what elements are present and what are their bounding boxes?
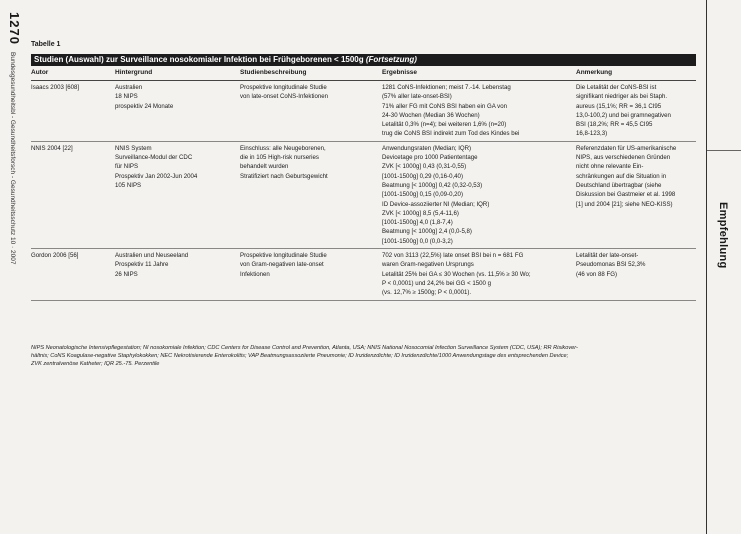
page-margin — [0, 0, 28, 534]
table-row — [31, 142, 696, 249]
cell-text-line: NIPS, aus verschiedenen Gründen — [576, 154, 671, 162]
cell-hintergrund — [115, 83, 240, 139]
cell-text-line: [1001-1500g] 4,0 (1,8-7,4) — [382, 219, 453, 227]
cell-text-line: Die Letalität der CoNS-BSI ist — [576, 84, 657, 91]
cell-text-line: Diskussion bei Gastmeier et al. 1998 — [576, 191, 676, 199]
cell-text-line: 13,0-100,2) und bei gramnegativen — [576, 111, 671, 119]
table-label: Tabelle 1 — [31, 41, 61, 48]
cell-text-line: Australien und Neuseeland — [115, 252, 189, 260]
cell-text-line: Devicetage pro 1000 Patiententage — [382, 154, 478, 162]
cell-text-line: waren Gram-negativen Ursprungs — [382, 261, 474, 269]
cell-text-line: Letalität 0,3% (n=4); bei weiteren 1,6% (n=20) — [382, 121, 507, 129]
cell-text-line: signifikant niedriger als bei Staph. — [576, 93, 668, 101]
cell-text-line: Australien — [115, 84, 143, 91]
cell-text-line: 16,8-123,3) — [576, 130, 608, 138]
cell-anmerkung — [576, 83, 696, 139]
cell-text-line: Pseudomonas BSI 52,3% — [576, 261, 646, 269]
cell-text-line: Prospektive longitudinale Studie — [240, 84, 327, 91]
cell-autor — [31, 83, 115, 139]
table-row — [31, 81, 696, 142]
section-tab — [706, 0, 741, 534]
cell-text-line: von Gram-negativen late-onset — [240, 261, 324, 269]
cell-text-line: 1281 CoNS-Infektionen; meist 7.-14. Lebenstag — [382, 84, 511, 91]
cell-text-line: trug die CoNS BSI indirekt zum Tod des Kindes bei — [382, 130, 520, 138]
column-header-hintergrund: Hintergrund — [115, 69, 153, 76]
column-header-studienbeschreibung: Studienbeschreibung — [240, 69, 307, 76]
cell-text-line: (46 von 88 FG) — [576, 270, 617, 278]
cell-text-line: Gordon 2006 [56] — [31, 252, 79, 260]
cell-text-line: Letalität der late-onset- — [576, 252, 639, 260]
tab-divider — [707, 150, 741, 151]
table-title: Studien (Auswahl) zur Surveillance nosokomialer Infektion bei Frühgeborenen < 1500g — [34, 55, 364, 64]
cell-text-line: Prospektiv Jan 2002-Jun 2004 — [115, 172, 198, 180]
cell-text-line: Deutschland übertragbar (siehe — [576, 181, 662, 189]
section-tab-label: Empfehlung — [717, 202, 729, 269]
cell-text-line: [1001-1500g] 0,0 (0,0-3,2) — [382, 237, 453, 245]
cell-text-line: die in 105 High-risk nurseries — [240, 154, 319, 162]
cell-text-line: [1] und 2004 [21]; siehe NEO-KISS) — [576, 200, 673, 208]
cell-text-line: nicht ohne relevante Ein- — [576, 163, 644, 171]
cell-text-line: Prospektiv 11 Jahre — [115, 261, 169, 269]
column-header-autor: Autor — [31, 69, 49, 76]
cell-text-line: Letalität 25% bei GA ≤ 30 Wochen (vs. 11,5% ≥ 30 Wo; — [382, 270, 531, 278]
table-title-bar — [31, 54, 696, 66]
cell-anmerkung — [576, 251, 696, 297]
table-1 — [31, 41, 696, 301]
table-footnote — [31, 344, 699, 368]
cell-studienbeschreibung — [240, 144, 382, 246]
cell-text-line: (57% aller late-onset-BSI) — [382, 93, 452, 101]
cell-text-line: Surveillance-Modul der CDC — [115, 154, 193, 162]
cell-text-line: behandelt wurden — [240, 163, 289, 171]
cell-text-line: [1001-1500g] 0,15 (0,09-0,20) — [382, 191, 463, 199]
cell-text-line: P < 0,0001) und 24,2% bei GG < 1500 g — [382, 279, 491, 287]
cell-ergebnisse — [382, 83, 576, 139]
table-title-suffix: (Fortsetzung) — [365, 55, 417, 64]
journal-running-header: Bundesgesundheitsbl - Gesundheitsforsch - Gesundheitsschutz 10 · 2007 — [9, 52, 16, 265]
cell-text-line: ZVK [< 1000g] 8,5 (5,4-11,6) — [382, 209, 459, 217]
footnote-line: hältnis; CoNS Koagulase-negative Staphylokokken; NEC Nekrotisierende Enterokolitis; VAP Beatmungsassoziierte Pneumonie; ID Inzidenzdichte; ID Inzidenzdichte/1000 Anwendungstage des entsprechenden Device; — [31, 353, 569, 359]
cell-text-line: 18 NIPS — [115, 93, 138, 101]
footnote-line: ZVK zentralvenöse Katheter; IQR 25.-75. Perzentile — [31, 361, 160, 367]
cell-studienbeschreibung — [240, 251, 382, 297]
cell-text-line: Stratifiziert nach Geburtsgewicht — [240, 172, 328, 180]
cell-text-line: Einschluss: alle Neugeborenen, — [240, 144, 326, 152]
cell-text-line: 26 NIPS — [115, 270, 138, 278]
cell-text-line: 24-30 Wochen (Median 36 Wochen) — [382, 111, 480, 119]
cell-text-line: prospektiv 24 Monate — [115, 102, 174, 110]
cell-text-line: für NIPS — [115, 163, 139, 171]
cell-text-line: 105 NIPS — [115, 181, 142, 189]
table-row — [31, 249, 696, 300]
column-header-anmerkung: Anmerkung — [576, 69, 613, 76]
cell-text-line: Prospektive longitudinale Studie — [240, 252, 327, 260]
cell-text-line: Referenzdaten für US-amerikanische — [576, 144, 677, 152]
cell-hintergrund — [115, 251, 240, 297]
cell-text-line: aureus (15,1%; RR = 36,1 CI95 — [576, 102, 662, 110]
cell-text-line: Beatmung [< 1000g] 2,4 (0,0-5,8) — [382, 228, 472, 236]
cell-text-line: NNIS 2004 [22] — [31, 144, 73, 152]
cell-hintergrund — [115, 144, 240, 246]
cell-text-line: 71% aller FG mit CoNS BSI haben ein GA von — [382, 102, 507, 110]
cell-text-line: (vs. 12,7% ≥ 1500g; P < 0,0001). — [382, 289, 472, 297]
page-number: 1270 — [7, 12, 22, 45]
cell-text-line: schränkungen auf die Situation in — [576, 172, 667, 180]
cell-text-line: ID Device-assoziierter NI (Median; IQR) — [382, 200, 490, 208]
cell-text-line: Beatmung [< 1000g] 0,42 (0,32-0,53) — [382, 181, 483, 189]
cell-ergebnisse — [382, 251, 576, 297]
cell-text-line: BSI (18,2%; RR = 45,5 CI95 — [576, 121, 653, 129]
cell-text-line: Isaacs 2003 [608] — [31, 84, 80, 91]
cell-autor — [31, 251, 115, 297]
footnote-line: NIPS Neonatologische Intensivpflegestation; NI nosokomiale Infektion; CDC Centers for Disease Control and Prevention, Atlanta, USA; NNIS National Nosocomial Infection Surveillance System (CDC, USA); RR Risikover- — [31, 345, 578, 351]
table-body — [31, 81, 696, 301]
cell-text-line: von late-onset CoNS-Infektionen — [240, 93, 329, 101]
column-header-ergebnisse: Ergebnisse — [382, 69, 418, 76]
cell-text-line: [1001-1500g] 0,29 (0,16-0,40) — [382, 172, 463, 180]
cell-anmerkung — [576, 144, 696, 246]
cell-text-line: Infektionen — [240, 270, 270, 278]
cell-ergebnisse — [382, 144, 576, 246]
table-header-row — [31, 69, 696, 81]
cell-text-line: Anwendungsraten (Median; IQR) — [382, 144, 472, 152]
cell-text-line: ZVK [< 1000g] 0,43 (0,31-0,55) — [382, 163, 467, 171]
cell-text-line: 702 von 3113 (22,5%) late onset BSI bei n = 681 FG — [382, 252, 524, 260]
cell-autor — [31, 144, 115, 246]
cell-studienbeschreibung — [240, 83, 382, 139]
cell-text-line: NNIS System — [115, 144, 152, 152]
